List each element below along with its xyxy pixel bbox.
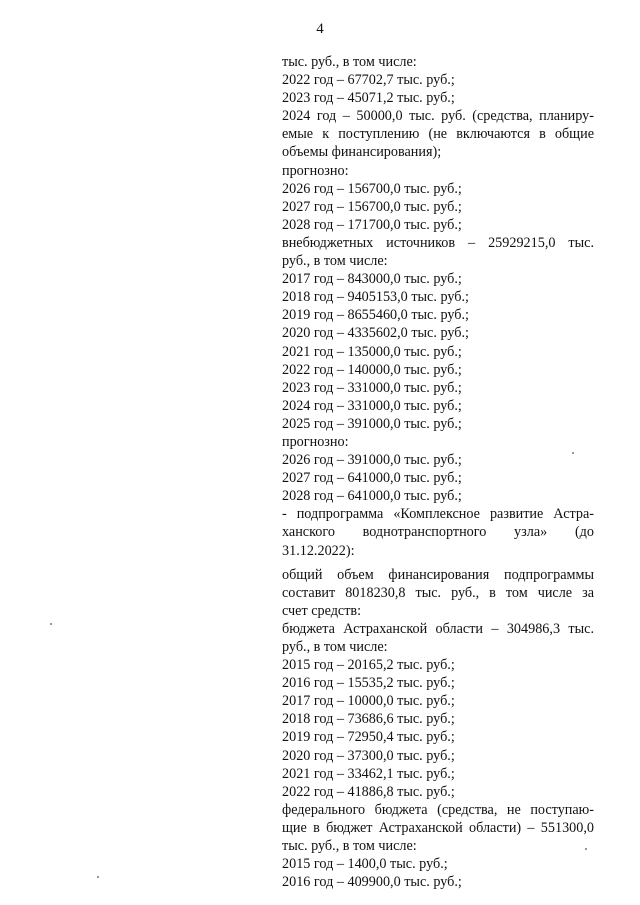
financing-text: [282, 53, 594, 891]
text-line: 2024 год – 50000,0 тыс. руб. (средства, планиру-: [282, 108, 594, 125]
scan-speck: [572, 452, 574, 454]
text-line: 2027 год – 641000,0 тыс. руб.;: [282, 470, 462, 487]
text-line: счет средств:: [282, 602, 362, 619]
text-line: 31.12.2022):: [282, 542, 355, 559]
text-line: 2020 год – 37300,0 тыс. руб.;: [282, 747, 455, 764]
text-line: 2018 год – 73686,6 тыс. руб.;: [282, 711, 455, 728]
text-line: - подпрограмма «Комплексное развитие Астра-: [282, 506, 594, 523]
text-line: 2026 год – 156700,0 тыс. руб.;: [282, 180, 462, 197]
text-line: щие в бюджет Астраханской области) – 551300,0: [282, 819, 594, 836]
page-number: 4: [316, 21, 324, 37]
text-line: 2019 год – 72950,4 тыс. руб.;: [282, 729, 455, 746]
scan-speck: [585, 848, 587, 850]
text-line: емые к поступлению (не включаются в общие: [282, 126, 594, 143]
text-line: 2022 год – 67702,7 тыс. руб.;: [282, 72, 455, 89]
text-line: 2021 год – 135000,0 тыс. руб.;: [282, 343, 462, 360]
text-line: 2027 год – 156700,0 тыс. руб.;: [282, 198, 462, 215]
text-line: составит 8018230,8 тыс. руб., в том числе за: [282, 584, 594, 601]
text-line: внебюджетных источников – 25929215,0 тыс.: [282, 234, 594, 251]
scan-speck: [97, 876, 99, 878]
text-line: 2028 год – 641000,0 тыс. руб.;: [282, 488, 462, 505]
text-line: 2016 год – 409900,0 тыс. руб.;: [282, 874, 462, 891]
text-line: 2018 год – 9405153,0 тыс. руб.;: [282, 289, 469, 306]
text-line: 2023 год – 45071,2 тыс. руб.;: [282, 90, 455, 107]
scan-speck: [50, 623, 52, 625]
text-line: 2024 год – 331000,0 тыс. руб.;: [282, 397, 462, 414]
text-line: ханского воднотранспортного узла» (до: [282, 524, 594, 541]
text-line: 2021 год – 33462,1 тыс. руб.;: [282, 765, 455, 782]
text-line: 2016 год – 15535,2 тыс. руб.;: [282, 675, 455, 692]
text-line: 2015 год – 1400,0 тыс. руб.;: [282, 856, 448, 873]
text-line: руб., в том числе:: [282, 639, 388, 655]
text-line: бюджета Астраханской области – 304986,3 тыс.: [282, 620, 594, 637]
text-line: 2022 год – 41886,8 тыс. руб.;: [282, 783, 455, 800]
text-line: 2025 год – 391000,0 тыс. руб.;: [282, 415, 462, 432]
text-line: 2015 год – 20165,2 тыс. руб.;: [282, 657, 455, 674]
text-line: тыс. руб., в том числе:: [282, 54, 417, 70]
text-line: 2022 год – 140000,0 тыс. руб.;: [282, 361, 462, 378]
text-line: 2023 год – 331000,0 тыс. руб.;: [282, 379, 462, 396]
text-line: объемы финансирования);: [282, 144, 442, 161]
text-line: 2017 год – 843000,0 тыс. руб.;: [282, 271, 462, 288]
text-line: федерального бюджета (средства, не поступаю-: [282, 801, 594, 818]
text-line: руб., в том числе:: [282, 253, 388, 270]
text-line: тыс. руб., в том числе:: [282, 838, 417, 855]
text-line: общий объем финансирования подпрограммы: [282, 566, 594, 583]
text-line: 2026 год – 391000,0 тыс. руб.;: [282, 452, 462, 469]
text-line: 2019 год – 8655460,0 тыс. руб.;: [282, 307, 469, 324]
text-block-2: [282, 566, 594, 892]
text-block-1: [282, 53, 594, 560]
text-line: 2028 год – 171700,0 тыс. руб.;: [282, 216, 462, 233]
text-line: прогнозно:: [282, 433, 349, 450]
text-line: 2017 год – 10000,0 тыс. руб.;: [282, 693, 455, 710]
text-line: 2020 год – 4335602,0 тыс. руб.;: [282, 325, 469, 342]
text-line: прогнозно:: [282, 162, 349, 179]
